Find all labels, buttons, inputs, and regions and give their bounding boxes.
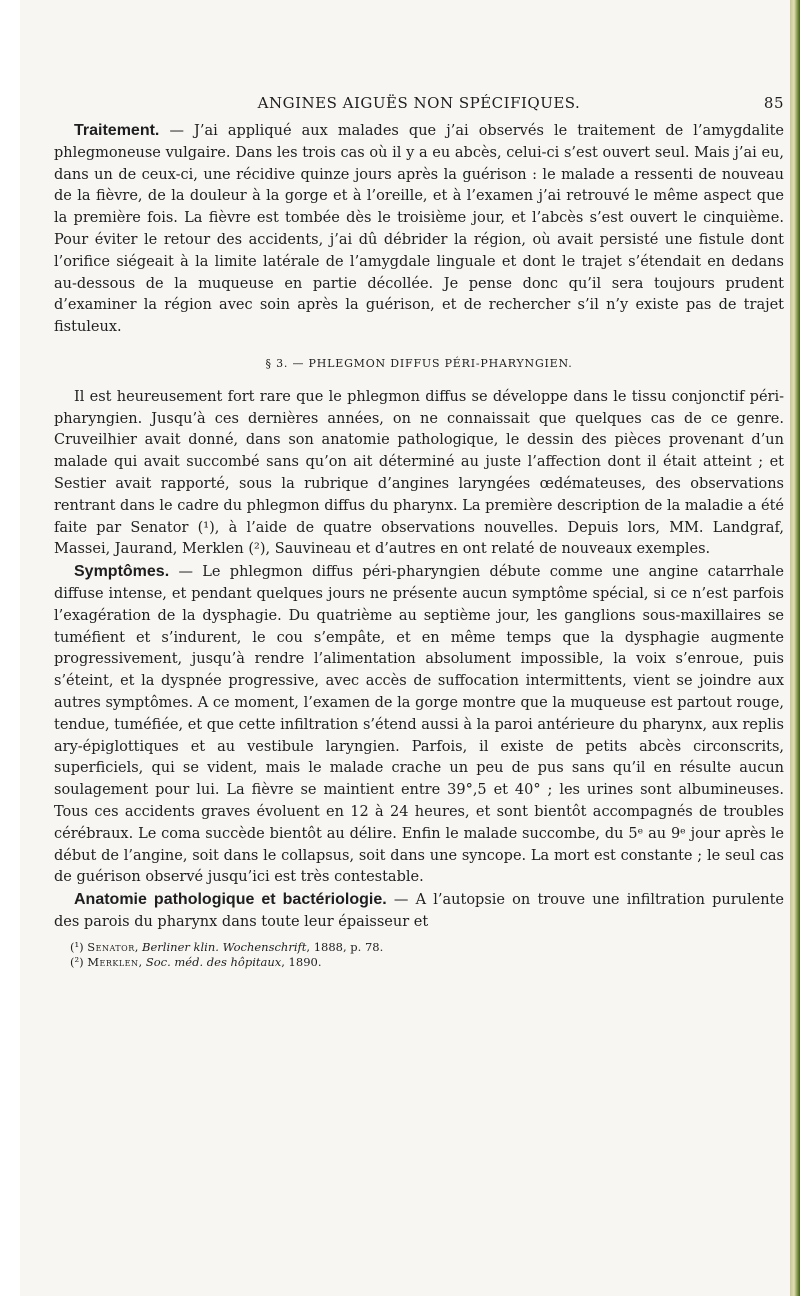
page-number: 85: [763, 94, 784, 112]
page-edge-right: [790, 0, 800, 1296]
page-content: [54, 94, 784, 970]
footnote-marker: (¹): [70, 939, 88, 954]
page-margin-left: [0, 0, 20, 1296]
paragraph-traitement-text: — J’ai appliqué aux malades que j’ai observés le traitement de l’amygdalite phlegmoneuse vulgaire. Dans les trois cas où il y a eu abcès, celui-ci s’est ouvert seul. Mais j’ai eu, dans un de ceux-ci, une récidive quinze jours après la guérison : le malade a ressenti de nouveau de la fièvre, de la douleur à la gorge et à l’oreille, et à l’examen j’ai retrouvé le même aspect que la première fois. La fièvre est tombée dès le troisième jour, et l’abcès s’est ouvert le cinquième. Pour éviter le retour des accidents, j’ai dû débrider la région, où avait persisté une fistule dont l’orifice siégeait à la limite latérale de l’amygdale linguale et dont le trajet s’étendait en dedans au-dessous de la muqueuse en partie décollée. Je pense donc qu’il sera toujours prudent d’examiner la région avec soin après la guérison, et de rechercher s’il n’y existe pas de trajet fistuleux.: [54, 123, 784, 336]
heading-anatomie: Anatomie pathologique et bactériologie.: [74, 891, 387, 909]
footnote-author: Merklen: [87, 954, 139, 969]
heading-symptomes: Symptômes.: [74, 563, 170, 581]
paragraph-intro-text-c: , Sauvineau et d’autres en ont relaté de nouveaux exemples.: [265, 541, 711, 558]
paragraph-intro-text-a: Il est heureusement fort rare que le phlegmon diffus se développe dans le tissu conjonctif péri-pharyngien. Jusqu’à ces dernières années, on ne connaissait que quelques cas de ce genre. Cruveilhier avait donné, dans son anatomie pathologique, le dessin des pièces provenant d’un malade qui avait succombé sans qu’on ait déterminé au juste l’affection dont il était atteint ; et Sestier avait rapporté, sous la rubrique d’angines laryngées œdémateuses, des observations rentrant dans le cadre du phlegmon diffus du pharynx. La première description de la maladie a été faite par Senator: [54, 388, 784, 536]
footnote-source: Berliner klin. Wochenschrift: [142, 939, 307, 954]
paragraph-anatomie-text: — A l’autopsie on trouve une infiltration purulente des parois du pharynx dans toute leur épaisseur et: [54, 892, 784, 930]
book-page: [20, 0, 790, 1296]
footnote-ref-1: (¹): [197, 519, 215, 536]
footnote-2: (²) Merklen, Soc. méd. des hôpitaux, 1890.: [70, 954, 322, 969]
paragraph-anatomie: [54, 889, 784, 934]
footnote-details: , 1888, p. 78.: [306, 939, 384, 954]
footnote-source: Soc. méd. des hôpitaux: [145, 954, 282, 969]
footnote-marker: (²): [70, 954, 88, 969]
footnote-author: Senator: [87, 939, 135, 954]
paragraph-symptomes: [54, 561, 784, 889]
footnote-details: , 1890.: [281, 954, 322, 969]
footnote-ref-2: (²): [248, 541, 266, 558]
heading-traitement: Traitement.: [74, 122, 160, 139]
footnote-1: (¹) Senator, Berliner klin. Wochenschrift, 1888, p. 78.: [70, 939, 384, 954]
paragraph-symptomes-text: — Le phlegmon diffus péri-pharyngien débute comme une angine catarrhale diffuse intense, et pendant quelques jours ne présente aucun symptôme spécial, si ce n’est parfois l’exagération de la dysphagie. Du quatrième au septième jour, les ganglions sous-maxillaires se tuméfient et s’indurent, le cou s’empâte, et en même temps que la dysphagie augmente progressivement, jusqu’à rendre l’alimentation absolument impossible, la voix s’enroue, puis s’éteint, et la dyspnée progressive, avec accès de suffocation intermittents, vient se joindre aux autres symptômes. A ce moment, l’examen de la gorge montre que la muqueuse est partout rouge, tendue, tuméfiée, et que cette infiltration s’étend aussi à la paroi antérieure du pharynx, aux replis ary-épiglottiques et au vestibule laryngien. Parfois, il existe de petits abcès circonscrits, superficiels, qui se vident, mais le malade crache un peu de pus sans qu’il en résulte aucun soulagement pour lui. La fièvre se maintient entre 39°,5 et 40° ; les urines sont albumineuses. Tous ces accidents graves évoluent en 12 à 24 heures, et sont bientôt accompagnés de troubles cérébraux. Le coma succède bientôt au délire. Enfin le malade succombe, du 5ᵉ au 9ᵉ jour après le début de l’angine, soit dans le collapsus, soit dans une syncope. La mort est constante ; le seul cas de guérison observé jusqu’ici est très contestable.: [54, 564, 784, 886]
section-title: § 3. — PHLEGMON DIFFUS PÉRI-PHARYNGIEN.: [265, 356, 573, 370]
running-head: [54, 94, 784, 120]
footnotes: [54, 940, 784, 970]
running-head-title: ANGINES AIGUËS NON SPÉCIFIQUES.: [257, 94, 581, 112]
paragraph-intro-text-b: , à l’aide de quatre observations nouvelles. Depuis lors, MM. Landgraf, Massei, Jaurand, Merklen: [54, 519, 784, 558]
paragraph-intro: [54, 387, 784, 561]
paragraph-traitement: [54, 120, 784, 339]
